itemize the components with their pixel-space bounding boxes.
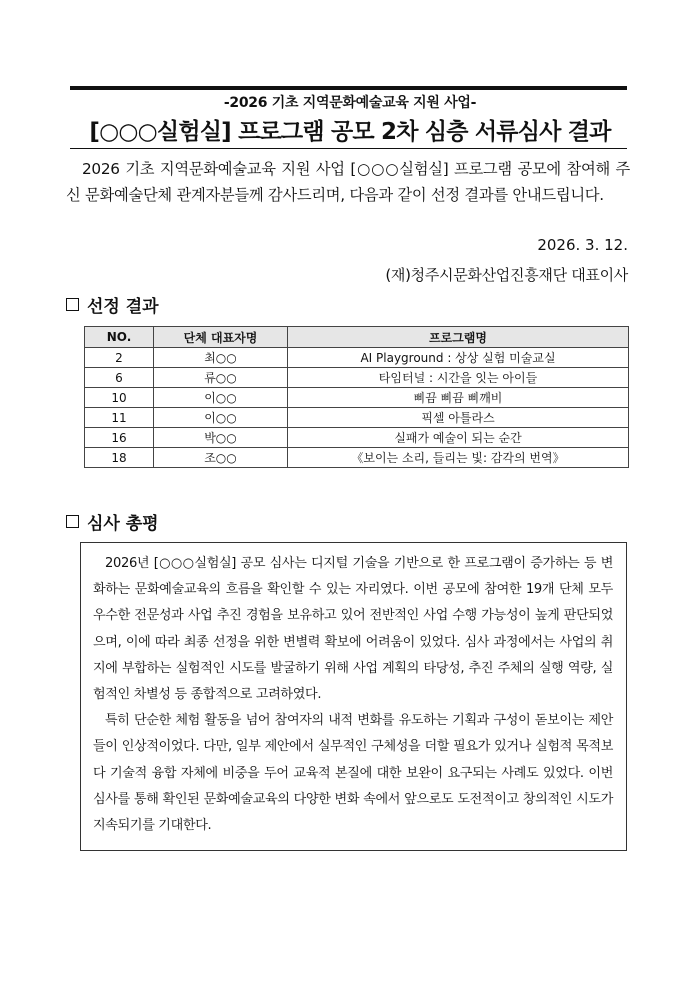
table-row — [85, 348, 629, 368]
table-header-row — [85, 327, 629, 348]
table-row — [85, 368, 629, 388]
checkbox-square-icon — [66, 298, 79, 311]
document-title: [○○○실험실] 프로그램 공모 2차 심층 서류심사 결과 — [89, 119, 611, 145]
document-subtitle: -2026 기초 지역문화예술교육 지원 사업- — [223, 95, 477, 111]
review-box — [80, 542, 627, 851]
cell-representative: 조○○ — [154, 448, 288, 468]
column-header-representative: 단체 대표자명 — [154, 327, 288, 348]
column-header-program: 프로그램명 — [288, 327, 629, 348]
checkbox-square-icon — [66, 515, 79, 528]
cell-representative: 이○○ — [154, 408, 288, 428]
review-paragraph-2: 특히 단순한 체험 활동을 넘어 참여자의 내적 변화를 유도하는 기획과 구성이 돋보이는 제안들이 인상적이었다. 다만, 일부 제안에서 실무적인 구체성을 더할 필요가 있거나 실험적 목적보다 기술적 융합 자체에 비중을 두어 교육적 본질에 대한 보완이 요구되는 사례도 있었다. 이번 심사를 통해 확인된 문화예술교육의 다양한 변화 속에서 앞으로도 도전적이고 창의적인 시도가 지속되기를 기대한다. — [93, 713, 613, 834]
table-row — [85, 408, 629, 428]
document-date: 2026. 3. 12. — [537, 236, 628, 254]
selection-table — [84, 326, 629, 468]
review-heading-text: 심사 총평 — [87, 514, 159, 534]
review-section-heading — [66, 509, 159, 534]
cell-representative: 박○○ — [154, 428, 288, 448]
table-row — [85, 388, 629, 408]
column-header-no: NO. — [85, 327, 154, 348]
title-top-rule — [70, 86, 627, 90]
cell-no: 16 — [85, 428, 154, 448]
table-row — [85, 428, 629, 448]
cell-program: 《보이는 소리, 들리는 빛: 감각의 번역》 — [288, 448, 629, 468]
selection-section-heading — [66, 292, 159, 317]
cell-representative: 류○○ — [154, 368, 288, 388]
cell-program: AI Playground : 상상 실험 미술교실 — [288, 348, 629, 368]
cell-representative: 이○○ — [154, 388, 288, 408]
table-row — [85, 448, 629, 468]
cell-representative: 최○○ — [154, 348, 288, 368]
selection-heading-text: 선정 결과 — [87, 297, 159, 317]
review-paragraph-1: 2026년 [○○○실험실] 공모 심사는 디지털 기술을 기반으로 한 프로그램이 증가하는 등 변화하는 문화예술교육의 흐름을 확인할 수 있는 자리였다. 이번 공모에 참여한 19개 단체 모두 우수한 전문성과 사업 추진 경험을 보유하고 있어 전반적인 사업 수행 가능성이 높게 판단되었으며, 이에 따라 최종 선정을 위한 변별력 확보에 어려움이 있었다. 심사 과정에서는 사업의 취지에 부합하는 실험적인 시도를 발굴하기 위해 사업 계획의 타당성, 추진 주체의 실행 역량, 실험적인 차별성 등 종합적으로 고려하였다. — [93, 556, 613, 703]
cell-program: 실패가 예술이 되는 순간 — [288, 428, 629, 448]
cell-no: 10 — [85, 388, 154, 408]
cell-program: 픽셀 아틀라스 — [288, 408, 629, 428]
title-bottom-rule — [70, 148, 627, 149]
cell-program: 타임터널 : 시간을 잇는 아이들 — [288, 368, 629, 388]
cell-no: 6 — [85, 368, 154, 388]
cell-no: 2 — [85, 348, 154, 368]
intro-paragraph: 2026 기초 지역문화예술교육 지원 사업 [○○○실험실] 프로그램 공모에 참여해 주신 문화예술단체 관계자분들께 감사드리며, 다음과 같이 선정 결과를 안내드립니다. — [66, 160, 630, 204]
cell-no: 11 — [85, 408, 154, 428]
cell-program: 삐끔 삐끔 삐깨비 — [288, 388, 629, 408]
issuer-signature: (재)청주시문화산업진흥재단 대표이사 — [385, 266, 628, 284]
cell-no: 18 — [85, 448, 154, 468]
